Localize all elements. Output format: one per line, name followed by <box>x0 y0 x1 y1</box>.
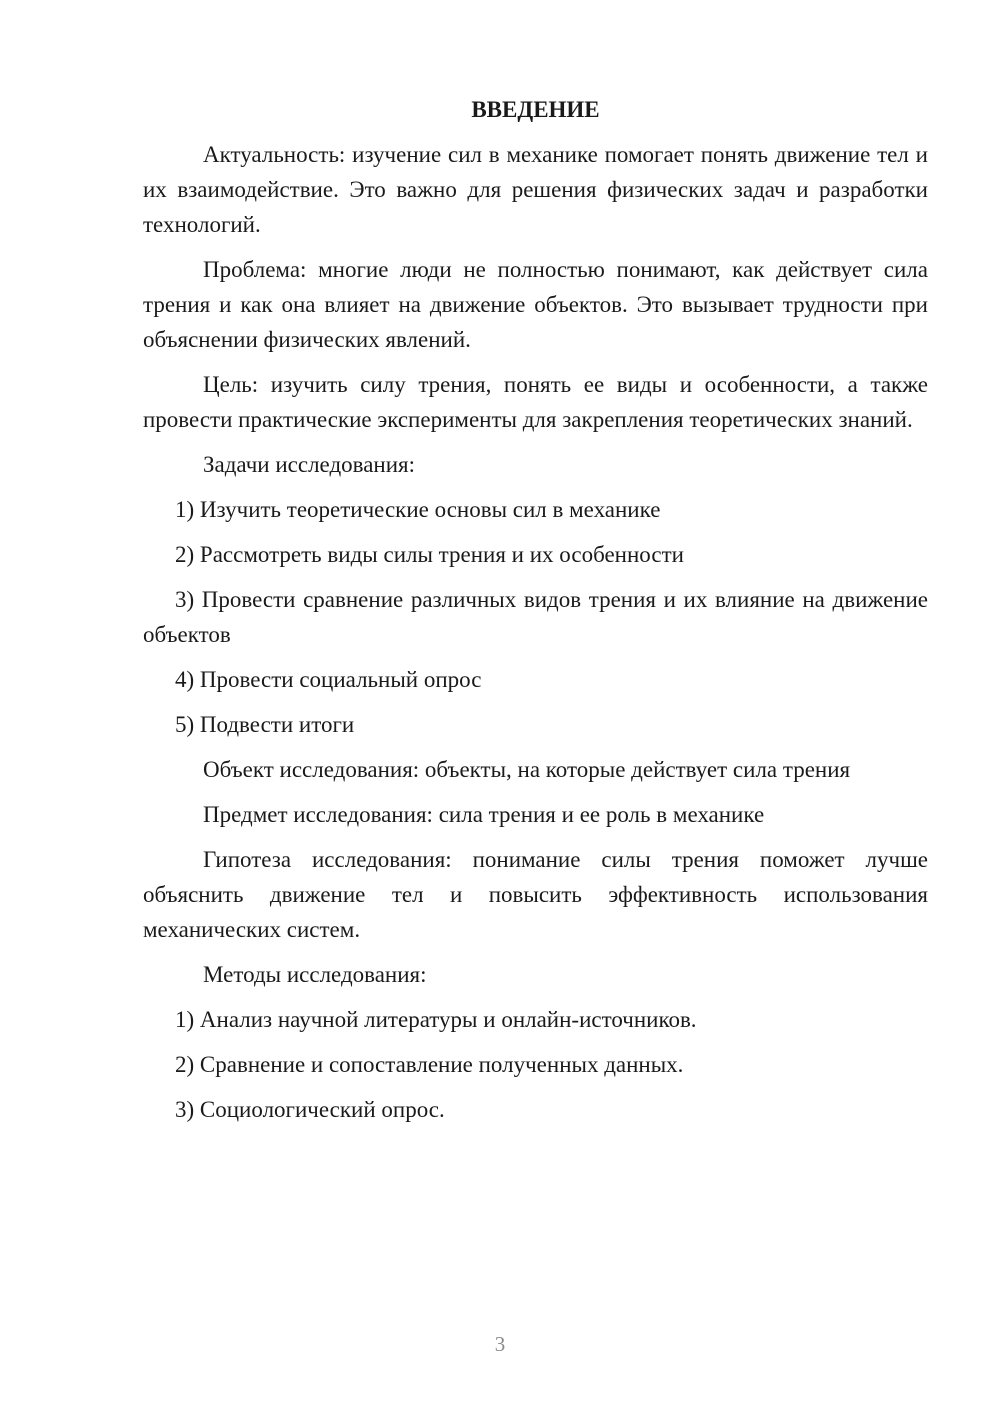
task-item: 3) Провести сравнение различных видов трения и их влияние на движение объектов <box>143 587 928 647</box>
methods-label: Методы исследования: <box>203 962 427 987</box>
method-item: 3) Социологический опрос. <box>175 1097 445 1122</box>
task-item: 4) Провести социальный опрос <box>175 667 482 692</box>
subject-paragraph: Предмет исследования: сила трения и ее роль в механике <box>203 802 765 827</box>
problem-paragraph: Проблема: многие люди не полностью понимают, как действует сила трения и как она влияет на движение объектов. Это вызывает трудности при объяснении физических явлений. <box>143 257 928 352</box>
section-heading: ВВЕДЕНИЕ <box>471 97 600 122</box>
relevance-paragraph: Актуальность: изучение сил в механике помогает понять движение тел и их взаимодействие. Это важно для решения физических задач и разработки технологий. <box>143 142 928 237</box>
hypothesis-paragraph: Гипотеза исследования: понимание силы трения поможет лучше объяснить движение тел и повысить эффективность использования механических систем. <box>143 847 928 942</box>
method-item: 2) Сравнение и сопоставление полученных данных. <box>175 1052 684 1077</box>
goal-paragraph: Цель: изучить силу трения, понять ее виды и особенности, а также провести практические эксперименты для закрепления теоретических знаний. <box>143 372 928 432</box>
page-number: 3 <box>494 1332 506 1356</box>
task-item: 1) Изучить теоретические основы сил в механике <box>175 497 661 522</box>
task-item: 5) Подвести итоги <box>175 712 355 737</box>
object-paragraph: Объект исследования: объекты, на которые действует сила трения <box>203 757 851 782</box>
task-item: 2) Рассмотреть виды силы трения и их особенности <box>175 542 684 567</box>
page-content <box>143 92 928 1137</box>
tasks-label: Задачи исследования: <box>203 452 416 477</box>
method-item: 1) Анализ научной литературы и онлайн-источников. <box>175 1007 697 1032</box>
